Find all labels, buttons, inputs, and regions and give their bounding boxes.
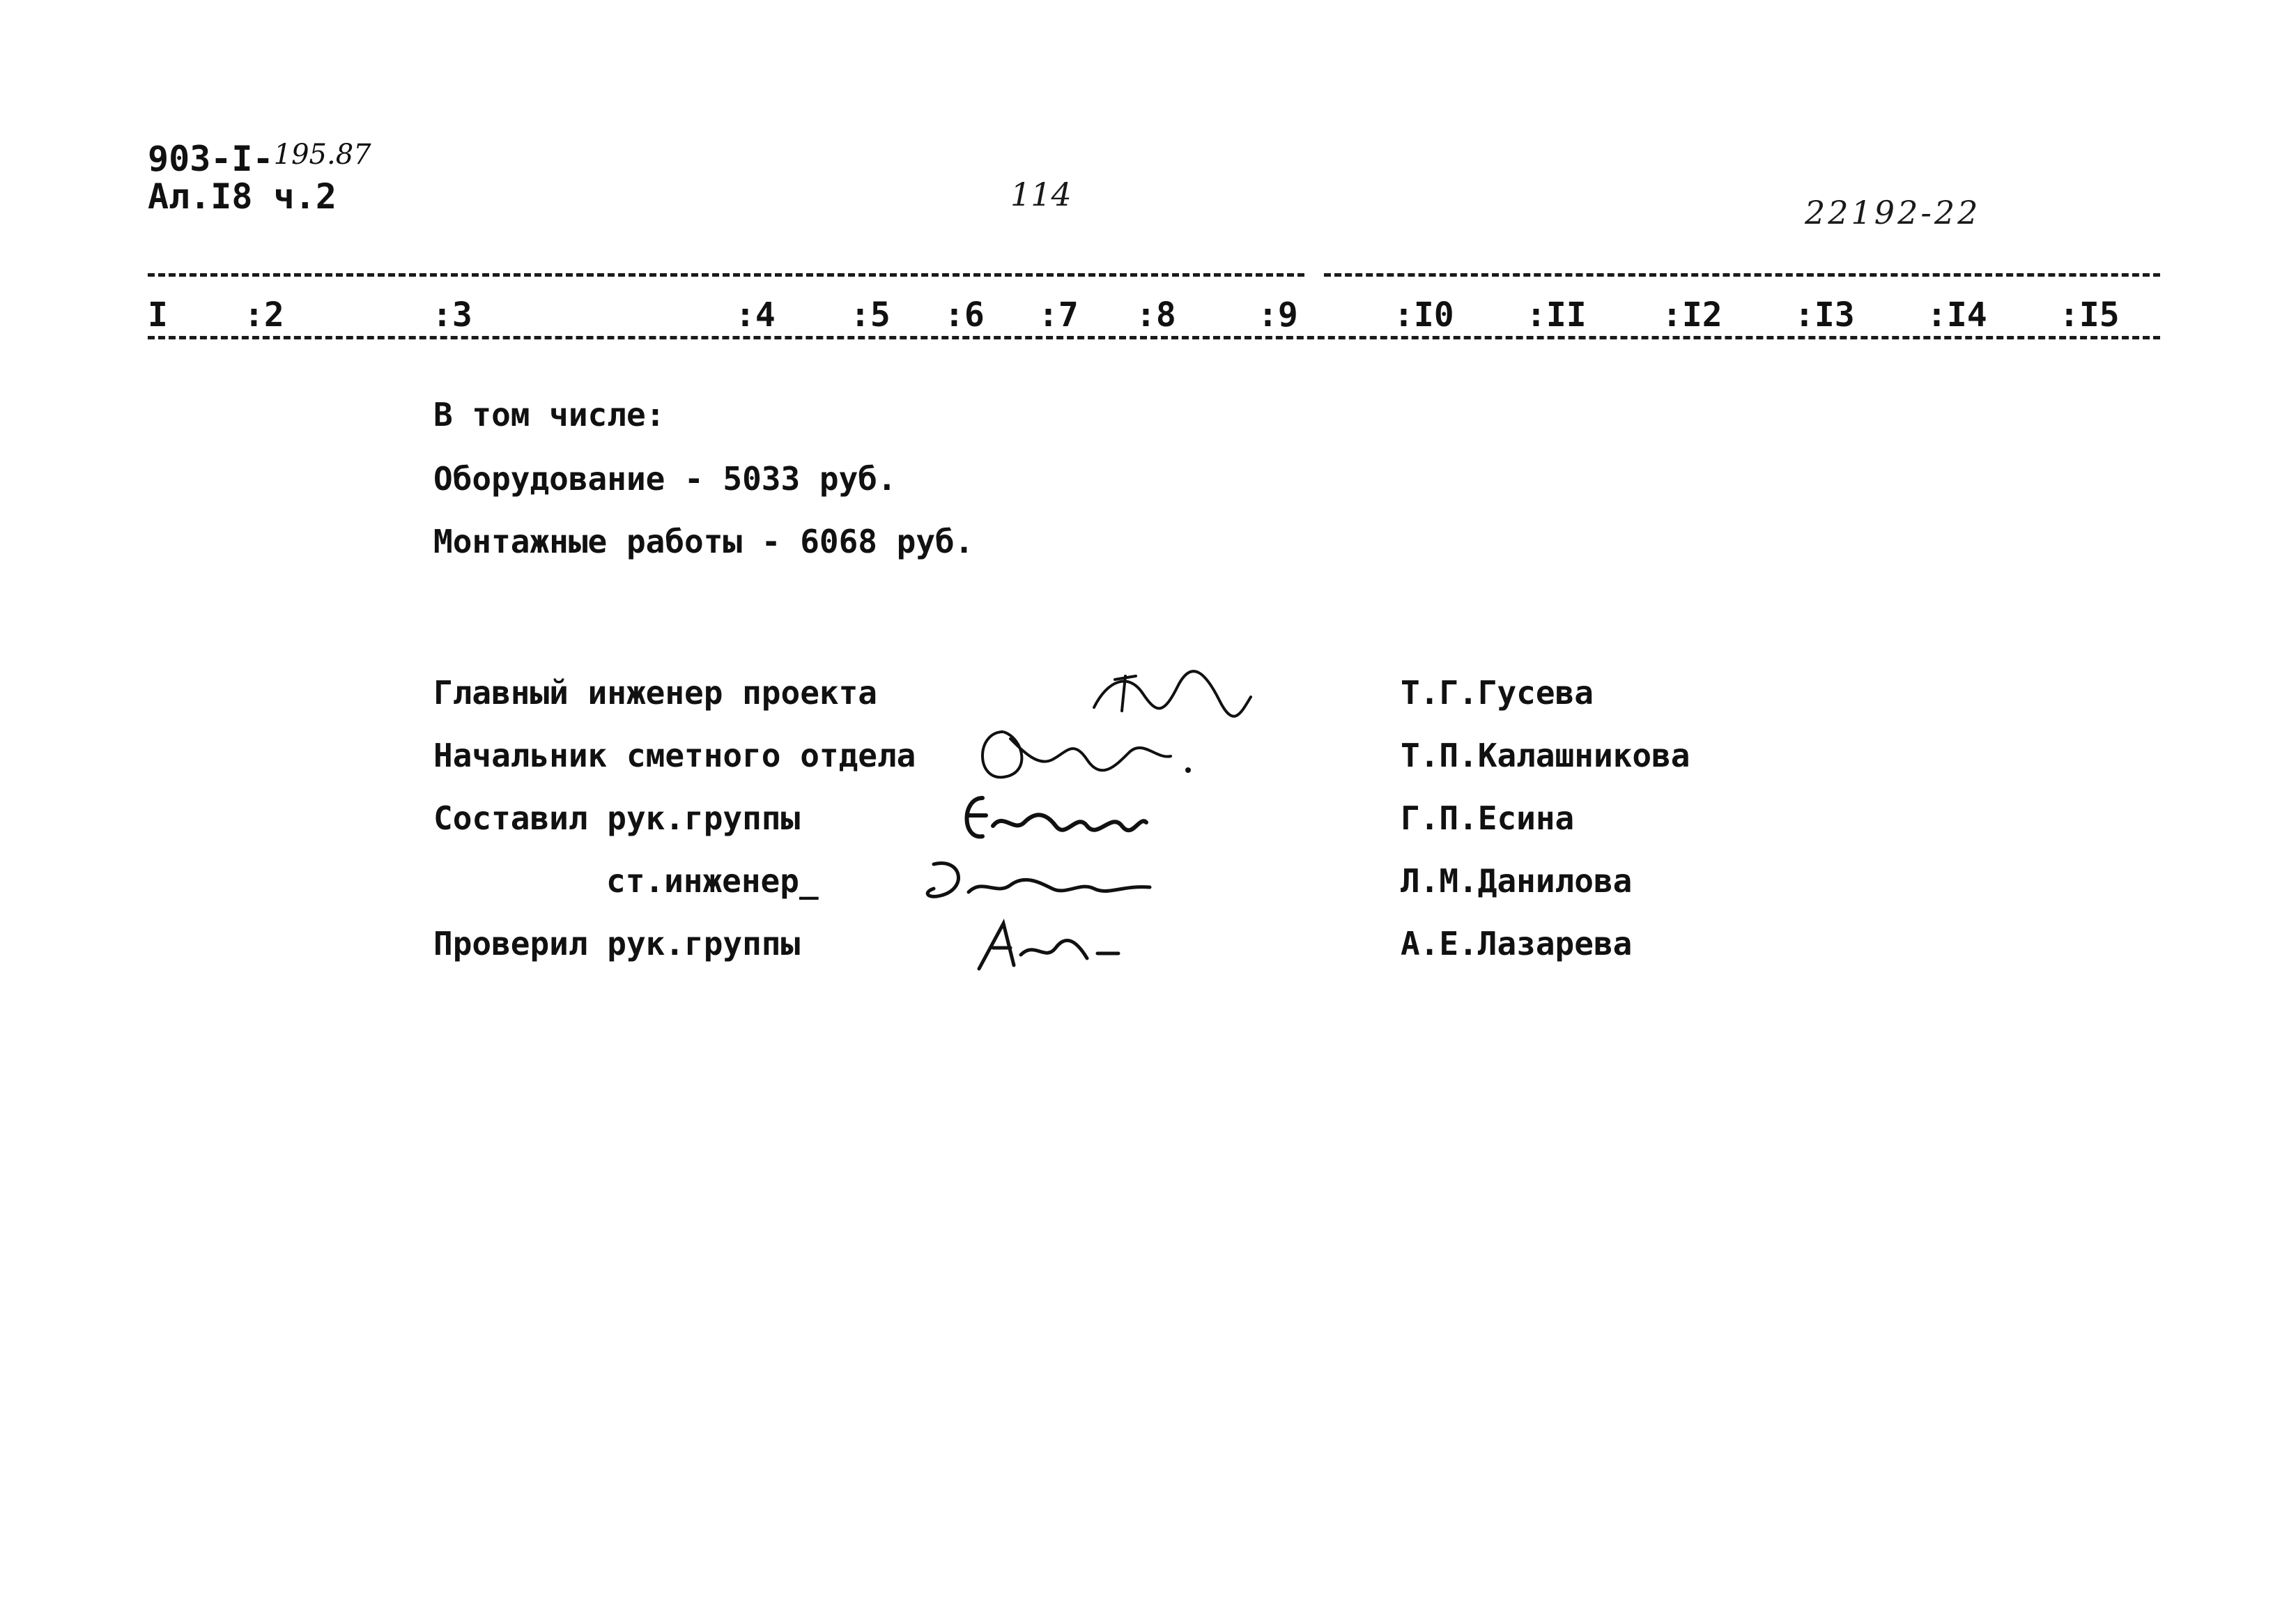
column-index-label: I: [148, 296, 168, 335]
column-index-label: :II: [1526, 296, 1587, 335]
summary-installation: Монтажные работы - 6068 руб.: [433, 523, 974, 560]
column-index-label: :I3: [1794, 296, 1855, 335]
document-code-handwritten: 195.87: [273, 139, 371, 171]
summary-heading: В том числе:: [433, 396, 665, 433]
signatory-name: Л.М.Данилова: [1401, 862, 1633, 900]
signature-scribble: [955, 784, 1150, 847]
signature-role: Главный инженер проекта: [433, 674, 877, 712]
column-index-label: :9: [1258, 296, 1298, 335]
column-index-label: :I2: [1662, 296, 1723, 335]
signature-role: ст.инженер_: [606, 862, 819, 900]
handwritten-signature: [972, 913, 1132, 976]
column-index-label: :6: [944, 296, 985, 335]
handwritten-signature: [920, 854, 1157, 910]
signature-scribble: [972, 913, 1132, 976]
column-index-label: :3: [432, 296, 472, 335]
document-code: [148, 139, 371, 181]
signature-scribble: [976, 711, 1199, 788]
signatory-name: Г.П.Есина: [1401, 799, 1575, 837]
table-top-rule-right: [1324, 273, 2160, 277]
table-header-bottom-rule: [148, 336, 2160, 339]
sheet-reference: Ал.I8 ч.2: [148, 176, 337, 217]
signature-role: Составил рук.группы: [433, 799, 801, 837]
signatory-name: Т.П.Калашникова: [1401, 737, 1690, 774]
column-index-label: :4: [735, 296, 776, 335]
signatory-name: Т.Г.Гусева: [1401, 674, 1594, 712]
column-index-label: :I4: [1927, 296, 1987, 335]
column-index-label: :7: [1038, 296, 1079, 335]
signature-role: Начальник сметного отдела: [433, 737, 916, 774]
column-index-label: :5: [850, 296, 891, 335]
column-index-label: :I0: [1394, 296, 1454, 335]
table-top-rule-left: [148, 273, 1304, 277]
signature-role: Проверил рук.группы: [433, 925, 801, 962]
column-index-label: :2: [244, 296, 284, 335]
page-number: 114: [1010, 176, 1072, 213]
reference-number: 22192-22: [1805, 194, 1981, 231]
handwritten-signature: [955, 784, 1150, 847]
document-code-typed: 903-I-: [148, 139, 274, 179]
signature-scribble: [920, 854, 1157, 910]
handwritten-signature: [976, 711, 1199, 788]
summary-equipment: Оборудование - 5033 руб.: [433, 460, 897, 498]
column-index-label: :8: [1136, 296, 1176, 335]
column-index-label: :I5: [2059, 296, 2120, 335]
signatory-name: А.Е.Лазарева: [1401, 925, 1633, 962]
